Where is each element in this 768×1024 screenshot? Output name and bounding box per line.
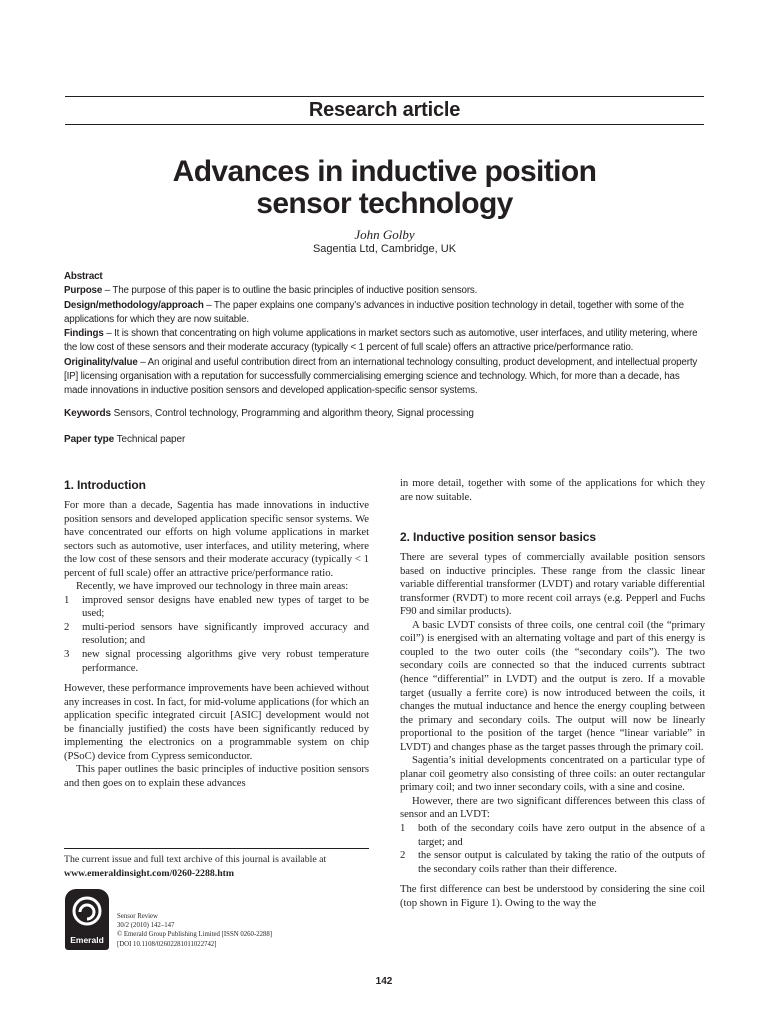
section-2-heading: 2. Inductive position sensor basics: [400, 530, 596, 545]
paragraph: There are several types of commercially available position sensors based on inductive principles. These range from the classic linear variable differential transformer (LVDT) and rotary variable differential transformer (RVDT) to more recent coil arrays (e.g. Pepperl and Fuchs F90 and similar products).: [400, 551, 705, 618]
journal-url-link[interactable]: www.emeraldinsight.com/0260-2288.htm: [64, 867, 235, 879]
abstract-originality: Originality/value – An original and useful contribution direct from an international technology consulting, product development, and intellectual property [IP] licensing organisation with a reputation for successfully commercialising emerging science and technology. Which, for more than a decade, has made innovations in inductive position sensors and developed application-specific sensor systems.: [64, 356, 698, 397]
keywords-label: Keywords: [64, 408, 111, 419]
keywords-text: Sensors, Control technology, Programming and algorithm theory, Signal processing: [111, 408, 474, 419]
abstract-design: Design/methodology/approach – The paper explains one company’s advances in inductive position technology in detail, together with some of the applications for which they are now suitable.: [64, 299, 684, 325]
list-item: 1 both of the secondary coils have zero output in the absence of a target; and: [400, 822, 705, 848]
paragraph: Recently, we have improved our technology in three main areas:: [76, 580, 349, 593]
column-left: [64, 478, 369, 790]
emerald-logo: [65, 889, 109, 950]
paragraph: Sagentia’s initial developments concentrated on a particular type of planar coil geometry also consisting of three coils: an outer rectangular primary coil; and two inner secondary coils, with a sine and cosine.: [400, 754, 705, 794]
column-right: [400, 477, 705, 910]
page-number: 142: [375, 976, 393, 987]
emerald-logo-mark-icon: [71, 895, 103, 929]
abstract-heading: Abstract: [64, 271, 103, 282]
logo-text: Emerald: [70, 935, 104, 945]
title-line-2: sensor technology: [256, 187, 513, 220]
title-line-1: Advances in inductive position: [172, 155, 597, 188]
header-rule-bottom: [65, 124, 704, 125]
article-title: [65, 156, 704, 220]
paragraph: However, these performance improvements have been achieved without any increases in cost. In fact, for mid-volume applications (for which an application specific integrated circuit [ASIC] development would not be financially justified) the costs have been significantly reduced by implementing the electronics on a programmable system on chip (PSoC) device from Cypress semiconductor.: [64, 682, 369, 762]
copyright-notice: © Emerald Group Publishing Limited [ISSN 0260-2288]: [117, 931, 273, 939]
doi: [DOI 10.1108/02602281011022742]: [117, 940, 217, 948]
paper-type-line: [64, 434, 706, 445]
paragraph: in more detail, together with some of the applications for which they are now suitable.: [400, 477, 705, 503]
paragraph: However, there are two significant differences between this class of sensor and an LVDT:: [400, 794, 705, 821]
publication-info: [117, 912, 272, 949]
abstract-block: [64, 270, 706, 399]
journal-volume: 30/2 (2010) 142–147: [117, 922, 175, 930]
footnote-rule: [64, 848, 369, 849]
paragraph: A basic LVDT consists of three coils, one central coil (the “primary coil”) is energised with an alternating voltage and part of this energy is coupled to the two outer coils (the “secondary coils”). The two secondary coils are connected so that the induced currents subtract (hence “differential” in LVDT) and the output is zero. If a movable target (usually a ferrite core) is now introduced between the coils, it changes the mutual inductance and hence the energy coupling between the primary and secondary coils. The output will now be linearly proportional to the position of the target (hence “linear variable” in LVDT) and changes phase as the target passes through the primary coil.: [400, 618, 705, 753]
keywords-line: [64, 408, 706, 419]
journal-name: Sensor Review: [117, 913, 158, 920]
paragraph: This paper outlines the basic principles of inductive position sensors and then goes on to explain these advances: [64, 763, 369, 789]
list-item: 2 the sensor output is calculated by taking the ratio of the outputs of the secondary coils rather than their difference.: [400, 849, 705, 875]
paragraph: For more than a decade, Sagentia has made innovations in inductive position sensors and developed application specific sensor systems. We have concentrated our efforts on high volume applications in market sectors such as automotive, user interfaces, and utility metering, where the low cost of these sensors and their moderate accuracy (typically < 1 percent of full scale) offer an attractive price/performance ratio.: [64, 499, 369, 579]
list-item: 1 improved sensor designs have enabled new types of target to be used;: [64, 593, 369, 620]
author-name: John Golby: [354, 227, 415, 242]
abstract-purpose: Purpose – The purpose of this paper is to outline the basic principles of inductive position sensors.: [64, 285, 478, 297]
footnote: [64, 853, 369, 880]
article-type-heading: Research article: [308, 99, 461, 121]
abstract-findings: Findings – It is shown that concentrating on high volume applications in market sectors such as automotive, user interfaces, and utility metering, where the low cost of these sensors and their moderate accuracy (typically < 1 percent of full scale) offers an attractive price/performance ratio.: [64, 328, 698, 354]
paper-type-text: Technical paper: [114, 434, 186, 445]
list-item: 2 multi-period sensors have significantly improved accuracy and resolution; and: [64, 620, 369, 647]
section-1-heading: 1. Introduction: [64, 478, 146, 492]
paragraph: The first difference can best be understood by considering the sine coil (top shown in Figure 1). Owing to the way the: [400, 883, 705, 909]
paper-type-label: Paper type: [64, 434, 115, 445]
list-item: 3 new signal processing algorithms give very robust temperature performance.: [64, 648, 369, 674]
author-affiliation: Sagentia Ltd, Cambridge, UK: [312, 243, 457, 255]
footnote-text: The current issue and full text archive of this journal is available at: [64, 854, 327, 865]
